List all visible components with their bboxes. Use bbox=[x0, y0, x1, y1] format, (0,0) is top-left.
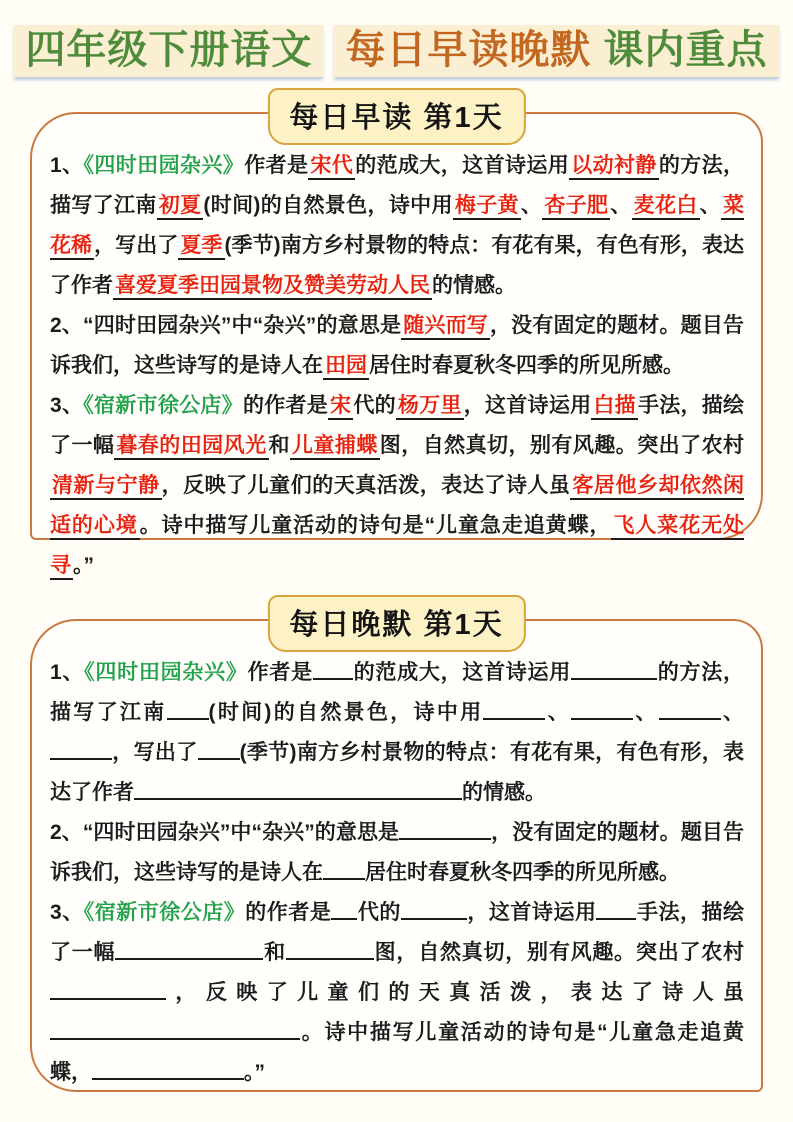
text-segment: 宋代 bbox=[308, 154, 355, 180]
worksheet-title-badge bbox=[333, 25, 779, 77]
paragraph bbox=[50, 386, 744, 586]
text-segment: 、 bbox=[545, 701, 572, 724]
text-segment: 居住时春夏秋冬四季的所见所感。 bbox=[369, 354, 684, 377]
text-segment: 手法，描绘了一幅 bbox=[50, 901, 745, 964]
text-segment: 2、“四时田园杂兴”中“杂兴”的意思是 bbox=[50, 821, 400, 844]
blank-line bbox=[659, 699, 721, 720]
text-segment: (时间)的自然景色，诗中用 bbox=[208, 701, 484, 724]
text-segment: 暮春的田园风光 bbox=[114, 434, 268, 460]
text-segment: ，反映了儿童们的天真活泼，表达了诗人虽 bbox=[166, 981, 744, 1004]
text-segment: 。诗中描写儿童活动的诗句是“儿童急走追黄蝶， bbox=[50, 1021, 744, 1084]
text-segment: 代的 bbox=[357, 901, 401, 924]
blank-line bbox=[313, 659, 353, 680]
text-segment: 梅子黄 bbox=[453, 194, 521, 220]
text-segment: 作者是 bbox=[247, 661, 313, 684]
paragraph bbox=[50, 813, 744, 893]
blank-line bbox=[134, 779, 180, 800]
text-segment: 杏子肥 bbox=[542, 194, 610, 220]
blank-line bbox=[399, 819, 491, 840]
text-segment: 3、 bbox=[50, 901, 84, 924]
text-segment: 《四时田园杂兴》 bbox=[84, 661, 248, 684]
text-segment: 初夏 bbox=[157, 194, 204, 220]
text-segment: 居住时春夏秋冬四季的所见所感。 bbox=[365, 861, 680, 884]
text-segment: 。” bbox=[73, 554, 94, 577]
text-segment: 图，自然真切，别有风趣。突出了农村 bbox=[379, 434, 745, 457]
text-segment: 客居他乡却依然闲适的心境 bbox=[50, 474, 744, 540]
blank-line bbox=[198, 739, 240, 760]
paragraph bbox=[50, 653, 744, 813]
text-segment: 的情感。 bbox=[462, 781, 546, 804]
blank-line bbox=[180, 779, 462, 800]
text-segment: ，没有固定的题材。题目告诉我们，这些诗写的是诗人在 bbox=[50, 821, 745, 884]
text-segment: 1、 bbox=[50, 154, 84, 177]
text-segment: 宋 bbox=[328, 394, 353, 420]
text-segment: 随兴而写 bbox=[401, 314, 490, 340]
text-segment: 的作者是 bbox=[245, 901, 332, 924]
text-segment: 图，自然真切，别有风趣。突出了农村 bbox=[373, 941, 745, 964]
text-segment: 以动衬静 bbox=[569, 154, 659, 180]
text-segment: ，这首诗运用 bbox=[463, 394, 592, 417]
page-header bbox=[0, 0, 793, 77]
text-segment: ，没有固定的题材。题目告诉我们，这些诗写的是诗人在 bbox=[50, 314, 745, 377]
morning-reading-content bbox=[50, 146, 744, 586]
worksheet-title-green: 课内重点 bbox=[591, 28, 768, 72]
text-segment: 、 bbox=[720, 701, 745, 724]
blank-line bbox=[92, 1059, 244, 1080]
blank-line bbox=[50, 1019, 300, 1040]
text-segment: 和 bbox=[263, 941, 286, 964]
blank-line bbox=[50, 979, 144, 1000]
text-segment: 的情感。 bbox=[432, 274, 516, 297]
text-segment: 清新与宁静 bbox=[50, 474, 162, 500]
text-segment: 夏季 bbox=[178, 234, 224, 260]
blank-line bbox=[571, 659, 657, 680]
text-segment: 、 bbox=[699, 194, 721, 217]
text-segment: 作者是 bbox=[244, 154, 309, 177]
text-segment: ，写出了 bbox=[112, 741, 198, 764]
text-segment: 手法，描绘了一幅 bbox=[50, 394, 745, 457]
text-segment: 3、 bbox=[50, 394, 84, 417]
blank-line bbox=[286, 939, 374, 960]
text-segment: 《四时田园杂兴》 bbox=[83, 154, 245, 177]
text-segment: 田园 bbox=[323, 354, 369, 380]
text-segment: 和 bbox=[268, 434, 290, 457]
blank-line bbox=[167, 699, 209, 720]
blank-line bbox=[144, 979, 166, 1000]
text-segment: (季节)南方乡村景物的特点：有花有果，有色有形，表达了作者 bbox=[50, 741, 745, 804]
text-segment: 《宿新市徐公店》 bbox=[83, 394, 243, 417]
evening-recitation-content bbox=[50, 653, 744, 1093]
blank-line bbox=[483, 699, 545, 720]
evening-recitation-panel bbox=[30, 609, 763, 1092]
text-segment: 1、 bbox=[50, 661, 85, 684]
text-segment: 菜花稀 bbox=[50, 194, 744, 260]
text-segment: 白描 bbox=[591, 394, 638, 420]
text-segment: 代的 bbox=[353, 394, 396, 417]
text-segment: (季节)南方乡村景物的特点：有花有果，有色有形，表达了作者 bbox=[50, 234, 745, 297]
blank-line bbox=[401, 899, 467, 920]
morning-reading-panel-title: 每日早读 第1天 bbox=[267, 88, 525, 145]
text-segment: 、 bbox=[520, 194, 543, 217]
text-segment: 喜爱夏季田园景物及赞美劳动人民 bbox=[113, 274, 432, 300]
text-segment: (时间)的自然景色，诗中用 bbox=[203, 194, 453, 217]
text-segment: 飞人菜花无处寻 bbox=[50, 514, 744, 580]
text-segment: 的作者是 bbox=[242, 394, 329, 417]
paragraph bbox=[50, 306, 744, 386]
blank-line bbox=[323, 859, 365, 880]
text-segment: 。诗中描写儿童活动的诗句是“儿童急走追黄蝶， bbox=[139, 514, 612, 537]
blank-line bbox=[331, 899, 357, 920]
text-segment: 的范成大，这首诗运用 bbox=[355, 154, 570, 177]
text-segment: 的方法，描写了江南 bbox=[50, 661, 745, 724]
text-segment: 的范成大，这首诗运用 bbox=[352, 661, 572, 684]
text-segment: ，这首诗运用 bbox=[466, 901, 597, 924]
text-segment: 《宿新市徐公店》 bbox=[83, 901, 246, 924]
grade-subject-badge: 四年级下册语文 bbox=[13, 25, 324, 77]
paragraph bbox=[50, 146, 744, 306]
text-segment: 。” bbox=[244, 1061, 265, 1084]
text-segment: ，写出了 bbox=[94, 234, 179, 257]
text-segment: 、 bbox=[610, 194, 632, 217]
worksheet-title-orange: 每日早读晚默 bbox=[345, 28, 592, 72]
text-segment: 麦花白 bbox=[632, 194, 700, 220]
paragraph bbox=[50, 893, 744, 1093]
morning-reading-panel bbox=[30, 102, 763, 577]
evening-recitation-panel-title: 每日晚默 第1天 bbox=[267, 595, 525, 652]
text-segment: 2、“四时田园杂兴”中“杂兴”的意思是 bbox=[50, 314, 402, 337]
text-segment: 、 bbox=[633, 701, 659, 724]
blank-line bbox=[571, 699, 633, 720]
text-segment: 儿童捕蝶 bbox=[290, 434, 380, 460]
blank-line bbox=[596, 899, 636, 920]
text-segment: 杨万里 bbox=[396, 394, 464, 420]
text-segment: 的方法，描写了江南 bbox=[50, 154, 745, 217]
blank-line bbox=[115, 939, 263, 960]
text-segment: ，反映了儿童们的天真活泼，表达了诗人虽 bbox=[161, 474, 571, 497]
blank-line bbox=[50, 739, 112, 760]
